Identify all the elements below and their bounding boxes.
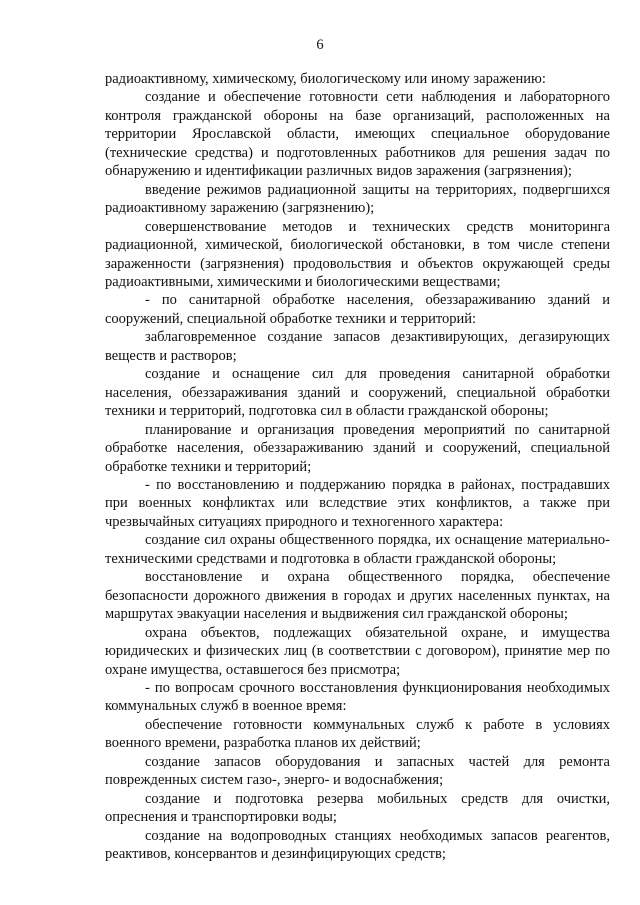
paragraph: заблаговременное создание запасов дезактивирующих, дегазирующих веществ и растворов; (105, 329, 610, 364)
paragraph: планирование и организация проведения мероприятий по санитарной обработке населения, обеззараживанию зданий и сооружений, специальной обработке техники и территорий; (105, 421, 610, 475)
paragraph: создание на водопроводных станциях необходимых запасов реагентов, реактивов, консервантов и дезинфицирующих средств; (105, 827, 610, 863)
section-heading-paragraph: - по вопросам срочного восстановления функционирования необходимых коммунальных служб в военное время: (105, 679, 610, 715)
paragraph: создание и подготовка резерва мобильных средств для очистки, опреснения и транспортировки воды; (105, 790, 610, 826)
section-heading-paragraph: - по санитарной обработке населения, обеззараживанию зданий и сооружений, специальной обработке техники и территорий: (105, 292, 610, 327)
paragraph: создание запасов оборудования и запасных частей для ремонта поврежденных систем газо-, энерго- и водоснабжения; (105, 753, 610, 789)
paragraph: создание и оснащение сил для проведения санитарной обработки населения, обеззараживания зданий и сооружений, специальной обработки техники и территорий, подготовка сил в области гражданской обороны; (105, 366, 610, 420)
paragraph: совершенствование методов и технических средств мониторинга радиационной, химической, биологической обстановки, в том числе степени зараженности (загрязнения) продовольствия и объектов окружающей среды радиоактивными, химическими и биологическими веществами; (105, 218, 610, 290)
paragraph-continuation: радиоактивному, химическому, биологическому или иному заражению: (105, 71, 546, 87)
page-number: 6 (316, 37, 324, 53)
document-body (105, 70, 610, 863)
section-heading-paragraph: - по восстановлению и поддержанию порядка в районах, пострадавших при военных конфликтах или вследствие этих конфликтов, а также при чрезвычайных ситуациях природного и техногенного характера: (105, 476, 610, 530)
paragraph: создание и обеспечение готовности сети наблюдения и лабораторного контроля гражданской обороны на базе организаций, расположенных на территории Ярославской области, имеющих специальное оборудование (технические средства) и подготовленных работников для решения задач по обнаружению и идентификации различных видов заражения (загрязнения); (105, 89, 610, 180)
paragraph: охрана объектов, подлежащих обязательной охране, и имущества юридических и физических лиц (в соответствии с договором), принятие мер по охране имущества, оставшегося без присмотра; (105, 624, 610, 678)
paragraph: создание сил охраны общественного порядка, их оснащение материально-техническими средствами и подготовка в области гражданской обороны; (105, 532, 610, 567)
paragraph: обеспечение готовности коммунальных служб к работе в условиях военного времени, разработка планов их действий; (105, 716, 610, 752)
paragraph: введение режимов радиационной защиты на территориях, подвергшихся радиоактивному заражению (загрязнению); (105, 181, 610, 217)
paragraph: восстановление и охрана общественного порядка, обеспечение безопасности дорожного движения в городах и других населенных пунктах, на маршрутах эвакуации населения и выдвижения сил гражданской обороны; (105, 569, 610, 623)
